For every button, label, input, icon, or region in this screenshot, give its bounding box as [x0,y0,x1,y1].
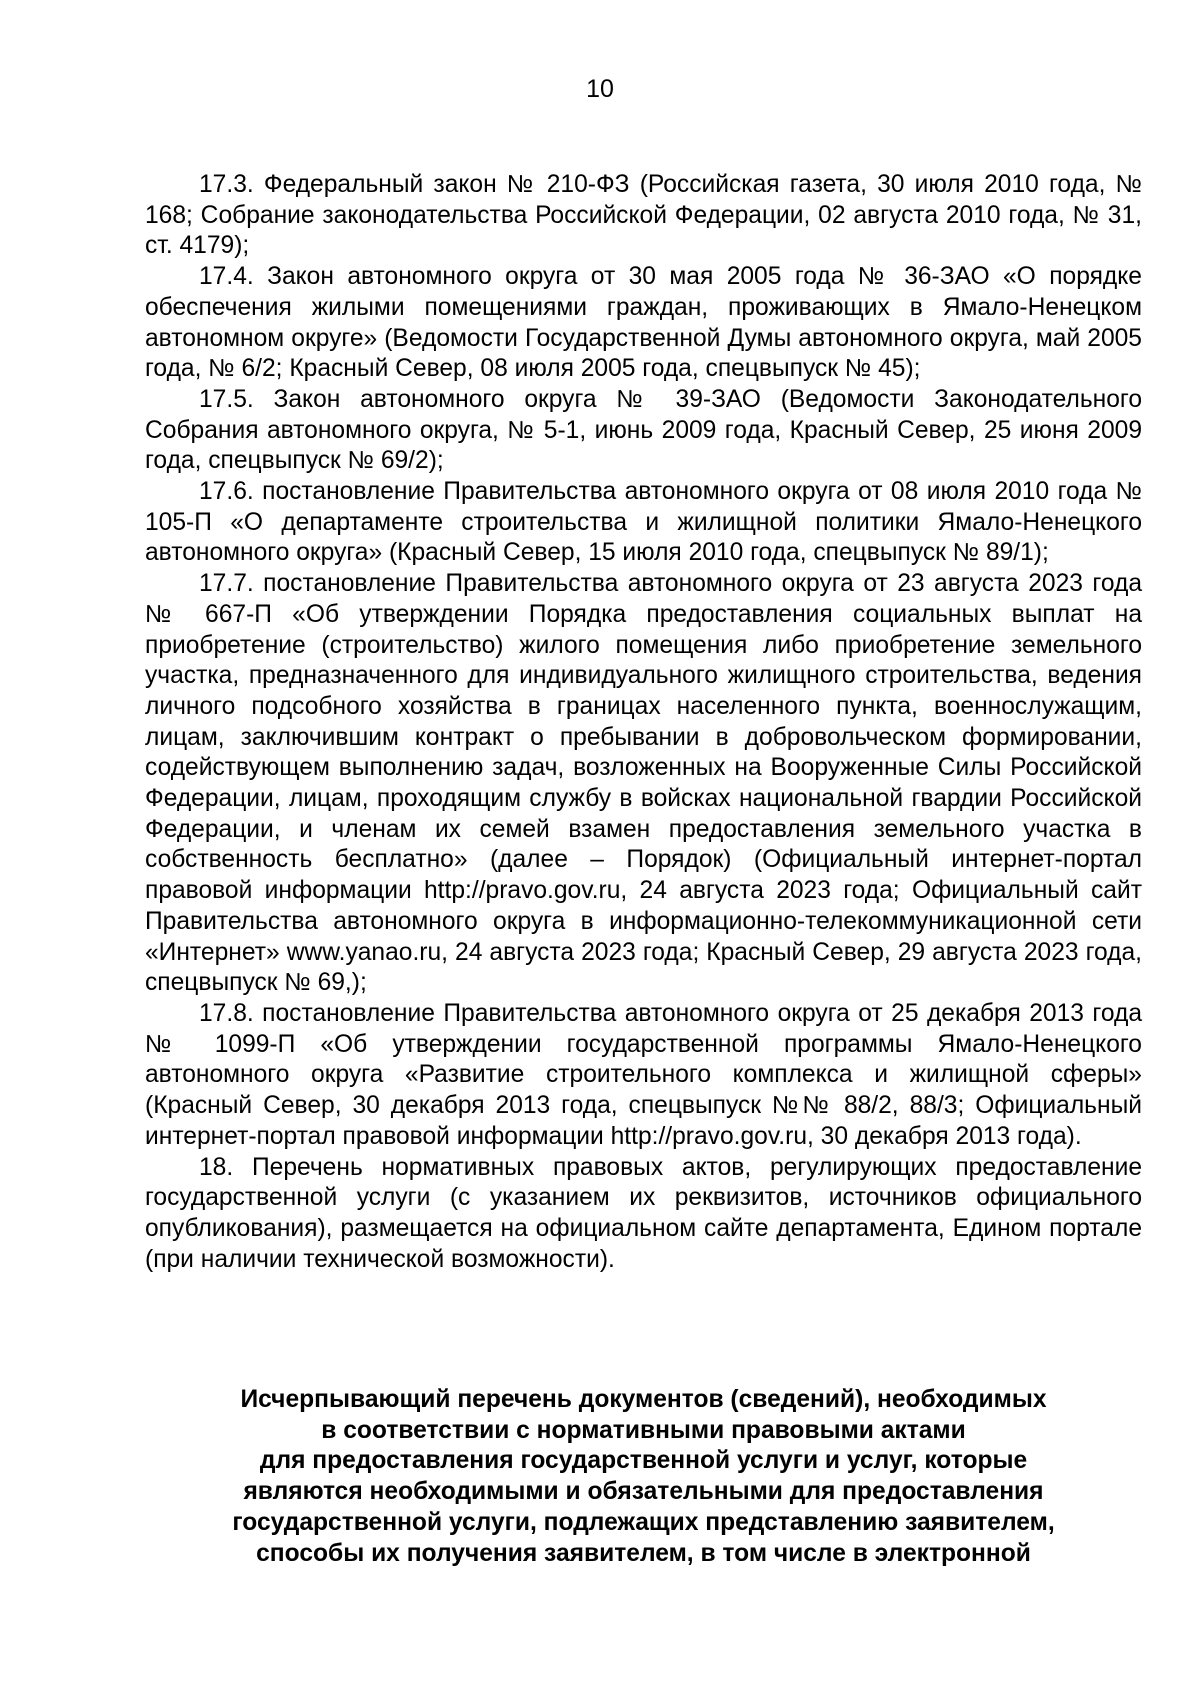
heading-line: государственной услуги, подлежащих представлению заявителем, [232,1508,1055,1536]
paragraph-17-7: 17.7. постановление Правительства автономного округа от 23 августа 2023 года № 667-П «Об утверждении Порядка предоставления социальных выплат на приобретение (строительство) жилого помещения либо приобретение земельного участка, предназначенного для индивидуального жилищного строительства, ведения личного подсобного хозяйства в границах населенного пункта, военнослужащим, лицам, заключившим контракт о пребывании в добровольческом формировании, содействующем выполнению задач, возложенных на Вооруженные Силы Российской Федерации, лицам, проходящим службу в войсках национальной гвардии Российской Федерации, и членам их семей взамен предоставления земельного участка в собственность бесплатно» (далее – Порядок) (Официальный интернет-портал правовой информации http://pravo.gov.ru, 24 августа 2023 года; Официальный сайт Правительства автономного округа в информационно-телекоммуникационной сети «Интернет» www.yanao.ru, 24 августа 2023 года; Красный Север, 29 августа 2023 года, спецвыпуск № 69,); [145,570,1142,997]
paragraph-17-8: 17.8. постановление Правительства автономного округа от 25 декабря 2013 года № 1099-П «Об утверждении государственной программы Ямало-Ненецкого автономного округа «Развитие строительного комплекса и жилищной сферы» (Красный Север, 30 декабря 2013 года, спецвыпуск №№ 88/2, 88/3; Официальный интернет-портал правовой информации http://pravo.gov.ru, 30 декабря 2013 года). [145,999,1142,1150]
paragraph-17-4: 17.4. Закон автономного округа от 30 мая 2005 года № 36-ЗАО «О порядке обеспечения жилыми помещениями граждан, проживающих в Ямало-Ненецком автономном округе» (Ведомости Государственной Думы автономного округа, май 2005 года, № 6/2; Красный Север, 08 июля 2005 года, спецвыпуск № 45); [145,263,1142,383]
paragraph-17-5: 17.5. Закон автономного округа № 39-ЗАО (Ведомости Законодательного Собрания автономного округа, № 5-1, июнь 2009 года, Красный Север, 25 июня 2009 года, спецвыпуск № 69/2); [145,385,1142,475]
page-number: 10 [586,75,614,103]
heading-line: являются необходимыми и обязательными для предоставления [243,1478,1044,1506]
paragraph-17-6: 17.6. постановление Правительства автономного округа от 08 июля 2010 года № 105-П «О департаменте строительства и жилищной политики Ямало-Ненецкого автономного округа» (Красный Север, 15 июля 2010 года, спецвыпуск № 89/1); [145,478,1142,567]
heading-line: способы их получения заявителем, в том числе в электронной [256,1539,1031,1567]
heading-line: для предоставления государственной услуги и услуг, которые [259,1447,1028,1475]
document-body [145,170,1142,1275]
section-heading [145,1385,1142,1569]
heading-line: Исчерпывающий перечень документов (сведений), необходимых [240,1386,1047,1413]
heading-line: в соответствии с нормативными правовыми актами [321,1416,966,1444]
paragraph-18: 18. Перечень нормативных правовых актов, регулирующих предоставление государственной услуги (с указанием их реквизитов, источников официального опубликования), размещается на официальном сайте департамента, Едином портале (при наличии технической возможности). [145,1153,1142,1273]
paragraph-17-3: 17.3. Федеральный закон № 210-ФЗ (Российская газета, 30 июля 2010 года, № 168; Собрание законодательства Российской Федерации, 02 августа 2010 года, № 31, ст. 4179); [145,171,1142,260]
